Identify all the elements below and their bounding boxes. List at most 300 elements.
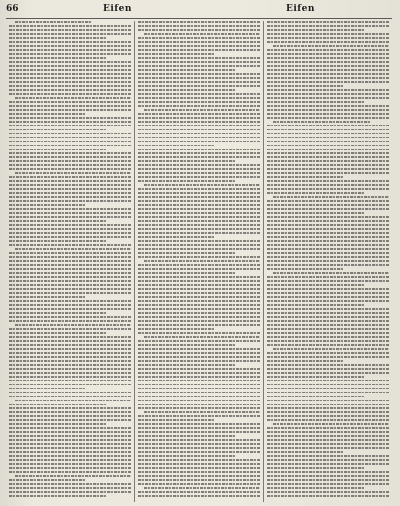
text-line — [267, 172, 389, 174]
text-line — [267, 176, 343, 178]
running-header — [6, 4, 392, 18]
text-line — [138, 384, 260, 386]
text-line — [267, 400, 389, 402]
text-line — [138, 268, 260, 270]
text-line — [9, 352, 131, 354]
text-line — [138, 129, 260, 131]
text-line — [9, 192, 131, 194]
text-column-right — [263, 21, 392, 502]
text-line — [138, 288, 260, 290]
text-line — [267, 85, 343, 87]
text-line — [138, 404, 260, 406]
text-line — [267, 93, 389, 95]
text-line — [267, 260, 389, 262]
text-line — [267, 73, 389, 75]
text-line — [267, 192, 365, 194]
text-line — [9, 423, 107, 425]
text-line — [273, 348, 389, 350]
text-line — [9, 396, 131, 398]
text-line — [138, 81, 260, 83]
text-line — [9, 264, 131, 266]
text-line — [138, 471, 260, 473]
text-line — [267, 479, 389, 481]
text-line — [9, 443, 131, 445]
text-line — [15, 324, 131, 326]
text-line — [9, 129, 107, 131]
text-line — [9, 471, 131, 473]
text-line — [267, 81, 389, 83]
text-line — [138, 61, 260, 63]
text-line — [267, 125, 389, 127]
text-line — [9, 81, 131, 83]
text-line — [9, 204, 85, 206]
text-line — [273, 121, 371, 123]
text-line — [9, 340, 131, 342]
text-line — [267, 316, 389, 318]
text-line — [144, 33, 260, 35]
text-line — [138, 125, 260, 127]
text-line — [9, 49, 131, 51]
text-line — [267, 41, 389, 43]
text-line — [9, 105, 131, 107]
text-line — [138, 423, 260, 425]
text-line — [9, 57, 107, 59]
text-line — [9, 125, 131, 127]
text-line — [138, 172, 260, 174]
text-line — [267, 252, 389, 254]
text-line — [144, 260, 260, 262]
text-line — [138, 152, 260, 154]
text-line — [138, 164, 260, 166]
text-line — [267, 156, 389, 158]
text-line — [9, 459, 131, 461]
text-line — [138, 77, 260, 79]
text-line — [9, 320, 131, 322]
text-line — [9, 184, 131, 186]
text-line — [267, 248, 389, 250]
text-line — [267, 396, 365, 398]
text-line — [267, 332, 389, 334]
text-line — [267, 300, 389, 302]
text-line — [138, 45, 260, 47]
text-line — [138, 356, 260, 358]
text-line — [9, 296, 85, 298]
text-line — [9, 284, 131, 286]
text-line — [267, 280, 389, 282]
text-line — [138, 419, 214, 421]
text-line — [267, 29, 365, 31]
text-line — [9, 216, 131, 218]
text-line — [267, 240, 389, 242]
text-line — [9, 180, 131, 182]
text-line — [138, 37, 260, 39]
text-line — [9, 364, 131, 366]
text-line — [9, 280, 131, 282]
text-line — [9, 133, 131, 135]
text-line — [138, 439, 260, 441]
text-line — [9, 332, 107, 334]
text-line — [267, 288, 389, 290]
text-line — [267, 384, 389, 386]
text-line — [267, 65, 389, 67]
text-line — [9, 77, 131, 79]
text-line — [138, 427, 260, 429]
text-line — [267, 212, 365, 214]
text-line — [267, 495, 389, 497]
text-line — [138, 400, 260, 402]
text-line — [138, 212, 260, 214]
text-line — [138, 467, 260, 469]
text-line — [9, 495, 107, 497]
text-line — [138, 121, 260, 123]
text-line — [9, 141, 131, 143]
text-line — [138, 320, 260, 322]
text-line — [138, 105, 260, 107]
text-line — [9, 467, 131, 469]
text-line — [267, 415, 389, 417]
text-line — [138, 380, 260, 382]
text-line — [273, 45, 389, 47]
text-line — [9, 45, 131, 47]
text-line — [267, 364, 389, 366]
text-line — [138, 29, 260, 31]
text-line — [9, 292, 131, 294]
text-line — [267, 380, 389, 382]
text-line — [138, 232, 260, 234]
text-line — [138, 204, 260, 206]
text-line — [267, 89, 389, 91]
text-line — [9, 336, 131, 338]
text-line — [9, 240, 107, 242]
text-line — [267, 352, 389, 354]
text-line — [267, 101, 365, 103]
text-line — [138, 296, 260, 298]
text-line — [267, 292, 389, 294]
text-line — [9, 447, 131, 449]
text-line — [138, 216, 260, 218]
text-line — [138, 491, 260, 493]
text-line — [138, 133, 260, 135]
text-line — [138, 451, 260, 453]
text-line — [267, 141, 389, 143]
text-line — [267, 463, 389, 465]
text-line — [138, 407, 260, 409]
text-line — [267, 204, 389, 206]
text-line — [267, 61, 389, 63]
text-line — [144, 411, 260, 413]
text-line — [9, 419, 131, 421]
text-line — [267, 427, 389, 429]
text-line — [9, 176, 131, 178]
text-line — [138, 332, 260, 334]
text-line — [9, 188, 131, 190]
text-line — [267, 451, 343, 453]
text-line — [267, 431, 389, 433]
text-line — [9, 149, 107, 151]
text-line — [9, 463, 131, 465]
text-line — [267, 129, 389, 131]
text-line — [9, 113, 85, 115]
text-line — [138, 376, 260, 378]
text-line — [138, 392, 260, 394]
text-line — [138, 459, 260, 461]
text-line — [138, 396, 260, 398]
text-line — [138, 101, 260, 103]
text-line — [9, 372, 131, 374]
text-line — [267, 411, 389, 413]
text-line — [138, 415, 260, 417]
text-line — [267, 228, 389, 230]
text-line — [267, 57, 389, 59]
text-line — [267, 21, 389, 23]
text-line — [267, 109, 389, 111]
text-line — [144, 336, 260, 338]
text-line — [267, 296, 389, 298]
text-line — [9, 73, 131, 75]
text-line — [138, 220, 260, 222]
text-line — [9, 328, 131, 330]
text-line — [9, 316, 131, 318]
text-line — [267, 149, 389, 151]
text-line — [267, 208, 389, 210]
text-line — [138, 117, 260, 119]
text-line — [138, 97, 260, 99]
text-line — [267, 368, 389, 370]
text-line — [138, 463, 260, 465]
text-line — [267, 376, 365, 378]
text-line — [9, 137, 131, 139]
text-line — [9, 93, 131, 95]
text-line — [267, 439, 389, 441]
text-line — [9, 208, 131, 210]
text-line — [267, 145, 389, 147]
text-line — [138, 344, 236, 346]
text-line — [267, 459, 389, 461]
text-line — [138, 372, 260, 374]
text-line — [138, 89, 236, 91]
text-line — [138, 113, 260, 115]
text-line — [15, 97, 131, 99]
text-line — [9, 53, 131, 55]
text-line — [138, 479, 260, 481]
text-line — [267, 336, 389, 338]
text-line — [9, 348, 131, 350]
text-line — [9, 121, 131, 123]
text-line — [138, 85, 260, 87]
text-line — [267, 264, 389, 266]
text-line — [267, 152, 389, 154]
text-line — [9, 260, 131, 262]
text-line — [138, 324, 260, 326]
text-line — [267, 244, 389, 246]
text-line — [9, 392, 131, 394]
text-line — [138, 352, 260, 354]
text-line — [9, 404, 107, 406]
text-line — [267, 467, 365, 469]
text-line — [267, 407, 389, 409]
text-line — [138, 228, 260, 230]
text-line — [138, 328, 214, 330]
text-line — [138, 475, 260, 477]
text-line — [9, 256, 131, 258]
text-line — [267, 328, 389, 330]
text-line — [267, 388, 389, 390]
text-line — [138, 57, 260, 59]
text-line — [267, 220, 389, 222]
left-running-keyword: Eifen — [103, 4, 132, 14]
text-line — [267, 25, 389, 27]
text-line — [9, 152, 131, 154]
text-line — [138, 312, 260, 314]
text-line — [267, 372, 389, 374]
text-line — [9, 117, 131, 119]
text-line — [267, 284, 365, 286]
text-line — [15, 400, 131, 402]
text-line — [9, 411, 131, 413]
text-line — [138, 340, 260, 342]
text-line — [138, 149, 260, 151]
text-line — [9, 439, 131, 441]
text-line — [9, 29, 131, 31]
text-line — [9, 455, 131, 457]
text-line — [267, 37, 389, 39]
text-line — [138, 180, 236, 182]
text-line — [273, 423, 389, 425]
text-line — [267, 160, 389, 162]
text-line — [138, 192, 260, 194]
text-line — [9, 483, 131, 485]
text-line — [9, 368, 131, 370]
text-line — [267, 304, 365, 306]
text-line — [138, 292, 260, 294]
text-line — [267, 53, 389, 55]
text-line — [267, 232, 389, 234]
text-line — [267, 188, 389, 190]
text-line — [138, 388, 260, 390]
text-line — [138, 21, 260, 23]
text-line — [138, 73, 260, 75]
text-line — [144, 109, 260, 111]
text-line — [267, 392, 389, 394]
text-line — [9, 435, 131, 437]
text-line — [267, 360, 343, 362]
text-line — [9, 196, 131, 198]
text-line — [267, 475, 389, 477]
text-line — [138, 256, 260, 258]
text-line — [9, 41, 131, 43]
text-line — [9, 356, 131, 358]
text-line — [9, 61, 131, 63]
text-line — [138, 368, 260, 370]
text-line — [138, 435, 236, 437]
text-line — [138, 443, 260, 445]
text-line — [267, 471, 389, 473]
text-line — [267, 49, 389, 51]
text-line — [267, 113, 389, 115]
text-line — [267, 105, 389, 107]
text-line — [9, 244, 131, 246]
text-line — [138, 188, 260, 190]
text-line — [267, 308, 389, 310]
text-line — [267, 69, 389, 71]
text-line — [138, 200, 260, 202]
text-line — [9, 431, 131, 433]
text-line — [267, 312, 389, 314]
text-line — [9, 276, 131, 278]
text-line — [138, 264, 260, 266]
text-line — [138, 364, 236, 366]
text-line — [138, 224, 260, 226]
text-line — [9, 300, 131, 302]
text-line — [9, 252, 131, 254]
text-line — [138, 160, 236, 162]
text-line — [9, 384, 131, 386]
page-number: 66 — [6, 4, 19, 14]
text-line — [144, 487, 260, 489]
right-running-keyword: Eifen — [286, 4, 315, 14]
text-line — [9, 69, 131, 71]
text-line — [267, 256, 389, 258]
text-line — [267, 117, 389, 119]
text-line — [138, 69, 236, 71]
text-line — [9, 491, 131, 493]
text-line — [138, 53, 214, 55]
text-line — [9, 360, 131, 362]
text-line — [9, 407, 131, 409]
text-line — [9, 109, 131, 111]
text-line — [138, 41, 260, 43]
text-line — [267, 344, 389, 346]
text-line — [267, 443, 389, 445]
text-line — [267, 33, 389, 35]
text-line — [9, 228, 131, 230]
text-line — [267, 320, 389, 322]
text-line — [267, 435, 389, 437]
text-line — [267, 447, 389, 449]
text-line — [9, 168, 131, 170]
text-line — [9, 85, 131, 87]
text-line — [267, 340, 389, 342]
text-line — [9, 33, 131, 35]
text-line — [144, 184, 260, 186]
text-line — [138, 348, 260, 350]
text-line — [138, 280, 260, 282]
text-line — [138, 360, 260, 362]
text-line — [267, 137, 389, 139]
text-line — [15, 172, 131, 174]
text-line — [138, 65, 260, 67]
text-line — [267, 324, 389, 326]
text-line — [9, 200, 131, 202]
text-line — [138, 25, 260, 27]
text-line — [267, 455, 389, 457]
text-line — [138, 276, 260, 278]
text-line — [9, 308, 131, 310]
text-line — [138, 240, 260, 242]
text-line — [138, 176, 260, 178]
text-line — [267, 184, 389, 186]
text-line — [138, 156, 260, 158]
text-line — [9, 220, 107, 222]
text-line — [9, 224, 131, 226]
text-line — [267, 77, 389, 79]
text-line — [138, 316, 260, 318]
text-line — [267, 168, 389, 170]
text-column-left — [6, 21, 134, 502]
text-line — [9, 25, 131, 27]
text-line — [9, 380, 131, 382]
text-line — [9, 451, 131, 453]
